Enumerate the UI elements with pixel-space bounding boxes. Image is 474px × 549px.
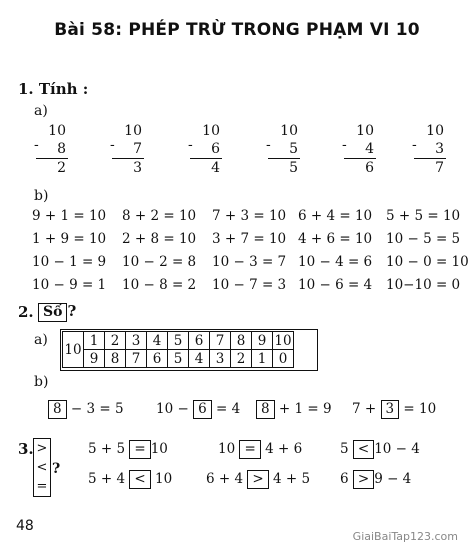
- section-2a-label: a): [34, 332, 48, 348]
- equation: 9 + 1 = 10: [32, 208, 107, 224]
- equation: 5 + 5 = 10: [386, 208, 461, 224]
- table-cell: 5: [168, 332, 189, 350]
- difference: 3: [133, 160, 142, 176]
- equation: 10 − 7 = 3: [212, 277, 287, 293]
- sign-box: >: [353, 470, 374, 489]
- comparison: [340, 470, 411, 489]
- table-cell: 10: [274, 332, 292, 349]
- difference: 7: [435, 160, 444, 176]
- table-cell: 0: [273, 350, 294, 368]
- minus-sign: -: [342, 137, 347, 153]
- table-cell: 6: [147, 350, 168, 368]
- table-cell: 4: [189, 350, 210, 368]
- subtrahend: 4: [365, 141, 374, 157]
- section-1a-label: a): [34, 103, 48, 119]
- sign-box: =: [239, 440, 260, 459]
- table-cell: 7: [210, 332, 231, 350]
- equation: 10 − 6 = 4: [298, 277, 373, 293]
- equation: 3 + 7 = 10: [212, 231, 287, 247]
- minus-sign: -: [34, 137, 39, 153]
- equation: 10 − 9 = 1: [32, 277, 107, 293]
- section-2b-label: b): [34, 374, 49, 390]
- result-line: [36, 158, 68, 159]
- expression-tail: + 1 = 9: [278, 401, 332, 417]
- answer-box: 6: [193, 400, 212, 419]
- result-line: [112, 158, 144, 159]
- minus-sign: -: [188, 137, 193, 153]
- comparison-left: 10: [218, 441, 236, 457]
- table-cell: 9: [252, 332, 273, 350]
- equation: 4 + 6 = 10: [298, 231, 373, 247]
- sign-box: <: [353, 440, 374, 459]
- answer-box: 3: [381, 400, 400, 419]
- answer-box: 8: [256, 400, 275, 419]
- equation: 10 − 3 = 7: [212, 254, 287, 270]
- question-mark: ?: [67, 302, 77, 320]
- comparison-left: 5 + 5: [88, 441, 126, 457]
- comparison-right: 10: [154, 471, 173, 487]
- fill-in-expression: [156, 400, 240, 419]
- equation: 10−10 = 0: [386, 277, 461, 293]
- comparison-right: 10: [150, 441, 168, 457]
- equation: 10 − 8 = 2: [122, 277, 197, 293]
- table-cell: 1: [252, 350, 273, 368]
- comparison: [340, 440, 420, 459]
- result-line: [268, 158, 300, 159]
- minus-sign: -: [266, 137, 271, 153]
- result-line: [344, 158, 376, 159]
- minuend: 10: [202, 123, 220, 139]
- answer-box: 8: [48, 400, 67, 419]
- subtrahend: 6: [211, 141, 220, 157]
- equation: 10 − 0 = 10: [386, 254, 469, 270]
- fill-in-expression: [48, 400, 124, 419]
- comparison: [88, 470, 172, 489]
- table-minuend: 10: [63, 332, 84, 368]
- expression-tail: = 4: [215, 401, 241, 417]
- greater-than-sign: >: [36, 441, 48, 456]
- expression-tail: − 3 = 5: [70, 401, 124, 417]
- equation: 2 + 8 = 10: [122, 231, 197, 247]
- table-cell: 2: [105, 332, 126, 350]
- fill-in-expression: [256, 400, 332, 419]
- section-2-number: 2.: [18, 303, 34, 321]
- minus-sign: -: [412, 137, 417, 153]
- section-1b-label: b): [34, 188, 49, 204]
- comparison-left: 6: [340, 471, 349, 487]
- section-3-number: 3.: [18, 440, 34, 458]
- minuend: 10: [356, 123, 374, 139]
- subtraction-table: [62, 331, 294, 368]
- table-cell: 3: [126, 332, 147, 350]
- table-cell: 5: [168, 350, 189, 368]
- comparison: [218, 440, 302, 459]
- equation: 10 − 1 = 9: [32, 254, 107, 270]
- comparison-left: 6 + 4: [206, 471, 244, 487]
- equation: 1 + 9 = 10: [32, 231, 107, 247]
- minuend: 10: [124, 123, 142, 139]
- subtrahend: 8: [57, 141, 66, 157]
- table-cell: 8: [105, 350, 126, 368]
- expression-head: 10 −: [156, 401, 189, 417]
- comparison-left: 5: [340, 441, 349, 457]
- minuend: 10: [48, 123, 66, 139]
- sign-box: >: [247, 470, 268, 489]
- watermark-text: GiaiBaiTap123.com: [352, 530, 458, 543]
- equation: 6 + 4 = 10: [298, 208, 373, 224]
- comparison: [88, 440, 168, 459]
- comparison-right: 4 + 5: [272, 471, 311, 487]
- number-label-box: Số: [38, 303, 67, 322]
- comparison-left: 5 + 4: [88, 471, 126, 487]
- difference: 6: [365, 160, 374, 176]
- equation: 10 − 5 = 5: [386, 231, 461, 247]
- section-2-heading: [38, 301, 76, 322]
- equation: 10 − 4 = 6: [298, 254, 373, 270]
- result-line: [414, 158, 446, 159]
- page-number: 48: [16, 518, 34, 534]
- fill-in-expression: [352, 400, 436, 419]
- table-cell: 8: [231, 332, 252, 350]
- equation: 10 − 2 = 8: [122, 254, 197, 270]
- table-cell: 4: [147, 332, 168, 350]
- minuend: 10: [280, 123, 298, 139]
- difference: 5: [289, 160, 298, 176]
- difference: 4: [211, 160, 220, 176]
- less-than-sign: <: [36, 460, 48, 475]
- equals-sign: =: [36, 479, 48, 494]
- equation: 8 + 2 = 10: [122, 208, 197, 224]
- expression-tail: = 10: [403, 401, 437, 417]
- table-cell: 6: [189, 332, 210, 350]
- subtrahend: 7: [133, 141, 142, 157]
- equation: 7 + 3 = 10: [212, 208, 287, 224]
- expression-head: 7 +: [352, 401, 377, 417]
- minus-sign: -: [110, 137, 115, 153]
- subtrahend: 5: [289, 141, 298, 157]
- result-line: [190, 158, 222, 159]
- comparison-right: 4 + 6: [265, 441, 303, 457]
- table-cell: 3: [210, 350, 231, 368]
- table-cell: 9: [84, 350, 105, 368]
- subtrahend: 3: [435, 141, 444, 157]
- difference: 2: [57, 160, 66, 176]
- section-3-question-mark: ?: [52, 461, 61, 477]
- comparison-signs-box: [33, 438, 51, 497]
- section-1-heading: 1. Tính :: [18, 80, 89, 98]
- sign-box: =: [129, 440, 150, 459]
- page-title: Bài 58: PHÉP TRỪ TRONG PHẠM VI 10: [54, 20, 420, 40]
- sign-box: <: [129, 470, 150, 489]
- minuend: 10: [426, 123, 444, 139]
- comparison-right: 9 − 4: [374, 471, 412, 487]
- comparison: [206, 470, 310, 489]
- comparison-right: 10 − 4: [374, 441, 420, 457]
- table-cell: 2: [231, 350, 252, 368]
- table-cell: 1: [84, 332, 105, 350]
- table-cell: 7: [126, 350, 147, 368]
